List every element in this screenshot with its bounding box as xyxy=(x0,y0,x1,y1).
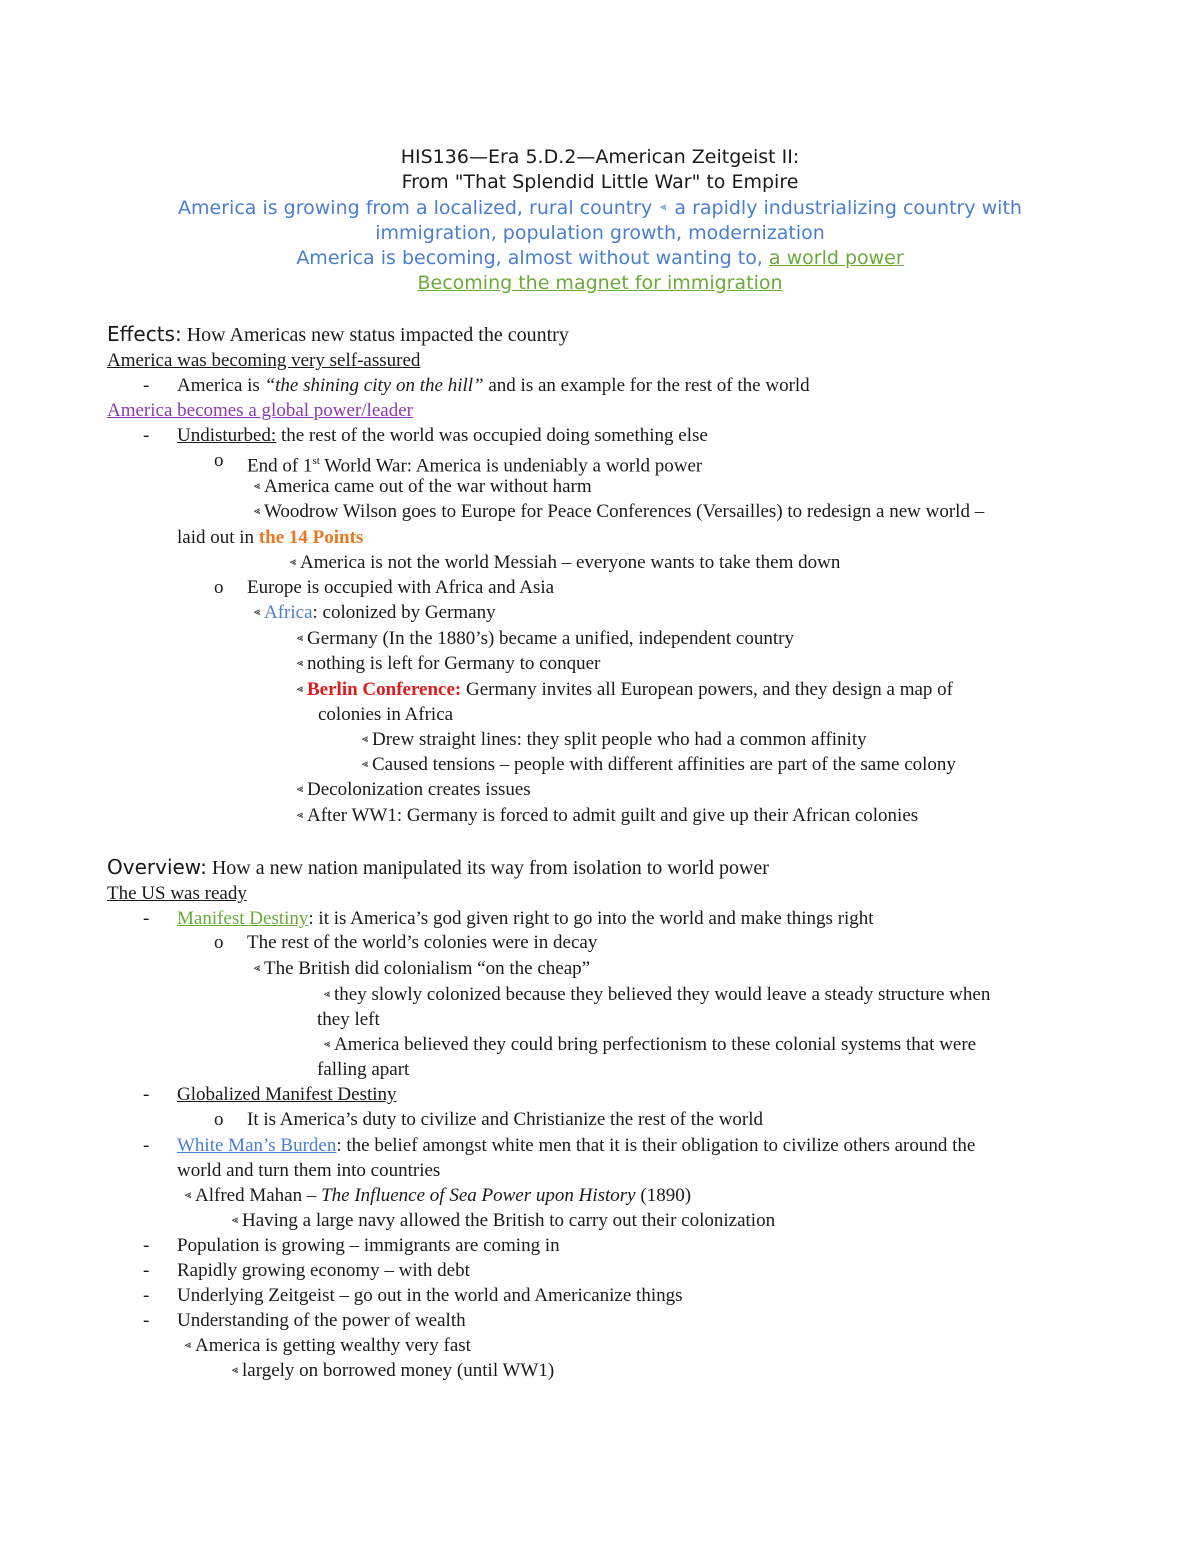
overview-bullet-3-cont: world and turn them into countries xyxy=(177,1160,441,1181)
arrow-bullet-icon: ⪡ xyxy=(362,758,369,770)
bullet-term: Undisturbed: xyxy=(177,425,277,446)
world-power-text: a world power xyxy=(768,247,904,269)
overview-bullet-6: Underlying Zeitgeist – go out in the world and Americanize things xyxy=(177,1285,683,1306)
effects-arrow-item-9 xyxy=(362,753,956,777)
overview-heading-label: Overview: xyxy=(107,855,207,879)
overview-arrow-item-7 xyxy=(232,1359,554,1383)
effects-arrow-item-2 xyxy=(254,500,984,524)
bullet-text: they slowly colonized because they believed they would leave a steady structure when xyxy=(334,984,991,1005)
bullet-text: America is xyxy=(177,375,265,396)
effects-arrow-item-3 xyxy=(290,551,840,575)
bullet-text: Alfred Mahan – xyxy=(195,1185,322,1206)
overview-bullet-7: Understanding of the power of wealth xyxy=(177,1310,466,1331)
arrow-bullet-icon: ⪡ xyxy=(185,1339,192,1351)
bullet-text: largely on borrowed money (until WW1) xyxy=(242,1360,555,1381)
arrow-bullet-icon: ⪡ xyxy=(232,1214,239,1226)
overview-arrow-item-4 xyxy=(185,1184,691,1208)
overview-sub-bullet-1: The rest of the world’s colonies were in decay xyxy=(247,932,598,953)
bullet-quote: “the shining city on the hill” xyxy=(264,375,484,396)
overview-arrow-item-2 xyxy=(324,983,990,1007)
arrow-bullet-icon: ⪡ xyxy=(254,480,261,492)
arrow-bullet-icon: ⪡ xyxy=(254,606,261,618)
arrow-bullet-icon: ⪡ xyxy=(660,200,667,213)
arrow-bullet-icon: ⪡ xyxy=(297,632,304,644)
bullet-text: Having a large navy allowed the British to carry out their colonization xyxy=(242,1210,776,1231)
arrow-bullet-icon: ⪡ xyxy=(254,962,261,974)
overview-bullet-3 xyxy=(177,1134,975,1158)
arrow-bullet-icon: ⪡ xyxy=(297,783,304,795)
overview-arrow-item-2-cont: they left xyxy=(317,1009,380,1030)
arrow-bullet-icon: ⪡ xyxy=(254,505,261,517)
effects-heading-text: How Americas new status impacted the country xyxy=(181,324,569,346)
overview-sub-bullet-2: It is America’s duty to civilize and Christianize the rest of the world xyxy=(247,1109,764,1130)
bullet-text: End of 1 xyxy=(247,455,313,477)
dash-bullet-icon: - xyxy=(143,425,150,446)
dash-bullet-icon: - xyxy=(143,1084,150,1105)
effects-sub-bullet-2: Europe is occupied with Africa and Asia xyxy=(247,577,555,598)
overview-heading xyxy=(107,855,769,880)
effects-arrow-item-7 xyxy=(297,678,953,702)
bullet-text: Caused tensions – people with different affinities are part of the same colony xyxy=(372,754,956,775)
overview-bullet-4: Population is growing – immigrants are coming in xyxy=(177,1235,560,1256)
circle-bullet-icon: o xyxy=(214,932,224,953)
dash-bullet-icon: - xyxy=(143,908,150,929)
overview-bullet-1 xyxy=(177,907,874,931)
bullet-text: : the belief amongst white men that it is their obligation to civilize others around the xyxy=(336,1135,976,1156)
effects-arrow-item-7-cont: colonies in Africa xyxy=(318,704,454,725)
arrow-bullet-icon: ⪡ xyxy=(324,988,331,1000)
arrow-bullet-icon: ⪡ xyxy=(297,683,304,695)
intro-line-4: Becoming the magnet for immigration xyxy=(417,272,783,294)
effects-arrow-item-1 xyxy=(254,475,592,499)
bullet-text: nothing is left for Germany to conquer xyxy=(307,653,601,674)
circle-bullet-icon: o xyxy=(214,450,224,471)
effects-arrow-item-11 xyxy=(297,804,918,828)
manifest-destiny-text: Manifest Destiny xyxy=(177,908,309,929)
overview-arrow-item-1 xyxy=(254,957,590,981)
bullet-text: laid out in xyxy=(177,527,259,548)
bullet-text: Woodrow Wilson goes to Europe for Peace Conferences (Versailles) to redesign a new world – xyxy=(264,501,985,522)
bullet-text: After WW1: Germany is forced to admit guilt and give up their African colonies xyxy=(307,805,919,826)
effects-arrow-item-10 xyxy=(297,778,531,802)
intro-text: a rapidly industrializing country with xyxy=(668,197,1022,219)
bullet-text: America came out of the war without harm xyxy=(264,476,592,497)
effects-bullet-2 xyxy=(177,424,708,448)
effects-arrow-item-4 xyxy=(254,601,496,625)
dash-bullet-icon: - xyxy=(143,1235,150,1256)
bullet-text: Drew straight lines: they split people who had a common affinity xyxy=(372,729,867,750)
white-mans-burden-text: White Man’s Burden xyxy=(177,1135,337,1156)
arrow-bullet-icon: ⪡ xyxy=(297,809,304,821)
title-line-2: From "That Splendid Little War" to Empire xyxy=(401,171,799,193)
berlin-conference-text: Berlin Conference: xyxy=(307,679,462,700)
effects-arrow-item-5 xyxy=(297,627,794,651)
effects-arrow-item-8 xyxy=(362,728,867,752)
bullet-text: (1890) xyxy=(635,1185,692,1206)
bullet-text: the rest of the world was occupied doing something else xyxy=(276,425,708,446)
book-title: The Influence of Sea Power upon History xyxy=(321,1185,636,1206)
bullet-text: Germany (In the 1880’s) became a unified, independent country xyxy=(307,628,794,649)
bullet-text: America believed they could bring perfectionism to these colonial systems that were xyxy=(334,1034,977,1055)
dash-bullet-icon: - xyxy=(143,1310,150,1331)
intro-line-3 xyxy=(0,246,1200,270)
overview-arrow-item-3-cont: falling apart xyxy=(317,1059,410,1080)
bullet-text: and is an example for the rest of the world xyxy=(483,375,810,396)
overview-arrow-item-6 xyxy=(185,1334,471,1358)
arrow-bullet-icon: ⪡ xyxy=(232,1364,239,1376)
arrow-bullet-icon: ⪡ xyxy=(324,1038,331,1050)
title-line-1: HIS136—Era 5.D.2—American Zeitgeist II: xyxy=(400,146,800,168)
bullet-text: : it is America’s god given right to go into the world and make things right xyxy=(308,908,874,929)
dash-bullet-icon: - xyxy=(143,375,150,396)
bullet-text: America is getting wealthy very fast xyxy=(195,1335,471,1356)
intro-text: America is becoming, almost without wanting to, xyxy=(296,247,769,269)
bullet-text: : colonized by Germany xyxy=(312,602,496,623)
effects-sub-bullet-1 xyxy=(247,449,702,478)
overview-arrow-item-3 xyxy=(324,1033,976,1057)
bullet-text: America is not the world Messiah – everyone wants to take them down xyxy=(300,552,841,573)
effects-sub-1: America was becoming very self-assured xyxy=(107,350,421,371)
circle-bullet-icon: o xyxy=(214,1109,224,1130)
arrow-bullet-icon: ⪡ xyxy=(185,1189,192,1201)
bullet-text: Germany invites all European powers, and they design a map of xyxy=(461,679,953,700)
overview-bullet-5: Rapidly growing economy – with debt xyxy=(177,1260,470,1281)
circle-bullet-icon: o xyxy=(214,577,224,598)
intro-line-2: immigration, population growth, modernization xyxy=(375,222,825,244)
effects-heading-label: Effects: xyxy=(107,322,182,346)
effects-arrow-item-6 xyxy=(297,652,600,676)
bullet-text: The British did colonialism “on the cheap” xyxy=(264,958,591,979)
dash-bullet-icon: - xyxy=(143,1285,150,1306)
intro-text: America is growing from a localized, rural country xyxy=(178,197,659,219)
arrow-bullet-icon: ⪡ xyxy=(297,657,304,669)
effects-bullet-1 xyxy=(177,374,810,398)
africa-text: Africa xyxy=(264,602,313,623)
dash-bullet-icon: - xyxy=(143,1260,150,1281)
bullet-text: Decolonization creates issues xyxy=(307,779,531,800)
bullet-text: World War: America is undeniably a world power xyxy=(319,455,703,477)
fourteen-points-text: the 14 Points xyxy=(258,527,364,548)
overview-bullet-2: Globalized Manifest Destiny xyxy=(177,1084,397,1105)
intro-line-1 xyxy=(0,196,1200,220)
effects-sub-2: America becomes a global power/leader xyxy=(107,400,413,421)
arrow-bullet-icon: ⪡ xyxy=(362,733,369,745)
overview-sub-1: The US was ready xyxy=(107,883,247,904)
arrow-bullet-icon: ⪡ xyxy=(290,556,297,568)
effects-heading xyxy=(107,322,569,347)
dash-bullet-icon: - xyxy=(143,1135,150,1156)
overview-arrow-item-5 xyxy=(232,1209,775,1233)
overview-heading-text: How a new nation manipulated its way from isolation to world power xyxy=(206,857,769,879)
superscript: st xyxy=(312,455,320,467)
effects-arrow-item-2-cont xyxy=(177,526,363,550)
